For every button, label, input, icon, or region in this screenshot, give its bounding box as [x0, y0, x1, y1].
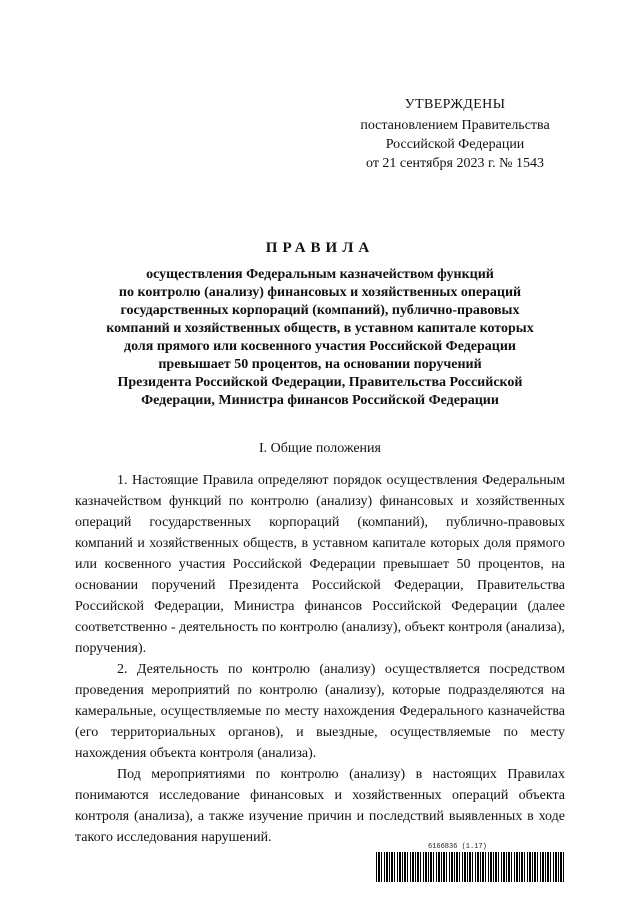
document-title: ПРАВИЛА	[265, 240, 375, 256]
subtitle-line: осуществления Федеральным казначейством функций	[146, 267, 494, 282]
approval-line-3: от 21 сентября 2023 г. № 1543	[366, 156, 544, 171]
paragraph: 2. Деятельность по контролю (анализу) осуществляется посредством проведения мероприятий по контролю (анализу), которые подразделяются на камеральные, осуществляемые по месту нахождения Федерального казначейства (его территориальных органов), и выездные, осуществляемые по месту нахождения объекта контроля (анализа).	[75, 662, 565, 761]
paragraph: 1. Настоящие Правила определяют порядок осуществления Федеральным казначейством функций по контролю (анализу) финансовых и хозяйственных операций государственных корпораций (компаний), публично-правовых компаний и хозяйственных обществ, в уставном капитале которых доля прямого или косвенного участия Российской Федерации превышает 50 процентов, на основании поручений Президента Российской Федерации, Правительства Российской Федерации, Министра финансов Российской Федерации (далее соответственно - деятельность по контролю (анализу), объект контроля (анализа), поручения).	[75, 473, 565, 656]
subtitle-line: превышает 50 процентов, на основании поручений	[158, 357, 482, 372]
body-text	[75, 470, 565, 848]
subtitle-line: по контролю (анализу) финансовых и хозяйственных операций	[118, 285, 522, 300]
approval-line-2: Российской Федерации	[385, 137, 525, 152]
approval-block	[340, 95, 570, 173]
subtitle-line: Президента Российской Федерации, Правительства Российской	[117, 375, 523, 390]
section-heading: I. Общие положения	[259, 441, 381, 456]
approval-line-1: постановлением Правительства	[360, 118, 550, 133]
subtitle-line: Федерации, Министра финансов Российской Федерации	[141, 393, 499, 408]
paragraph: Под мероприятиями по контролю (анализу) в настоящих Правилах понимаются исследование финансовых и хозяйственных операций объекта контроля (анализа), а также изучение причин и последствий выявленных в ходе такого исследования нарушений.	[75, 767, 565, 845]
subtitle-line: государственных корпораций (компаний), публично-правовых	[120, 303, 520, 318]
barcode	[376, 852, 566, 882]
approval-title: УТВЕРЖДЕНЫ	[404, 97, 506, 112]
document-subtitle	[70, 266, 570, 410]
subtitle-line: доля прямого или косвенного участия Российской Федерации	[124, 339, 516, 354]
subtitle-line: компаний и хозяйственных обществ, в уставном капитале которых	[106, 321, 534, 336]
document-stamp: 6166836 (1.17)	[428, 843, 487, 851]
